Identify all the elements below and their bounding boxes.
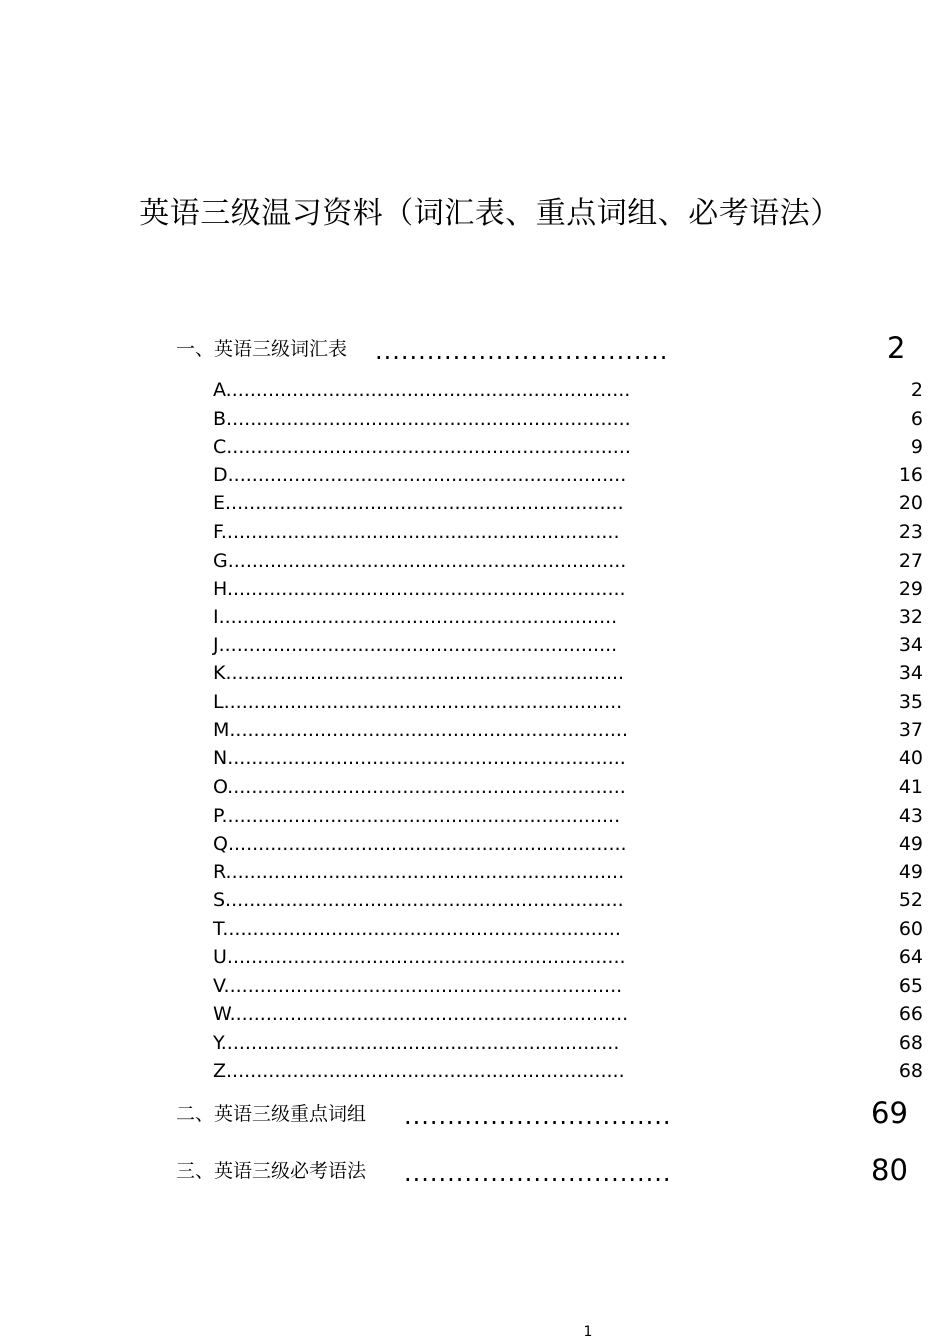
toc-entry-label: Z.................................................................. — [213, 1060, 625, 1082]
toc-entry-label: W.................................................................. — [213, 1003, 629, 1025]
toc-entry-page: 60 — [898, 918, 923, 940]
toc-entry-label: A................................................................... — [213, 379, 631, 401]
toc-section-label: 三、英语三级必考语法 — [176, 1160, 367, 1182]
toc-entry-page: 37 — [898, 719, 923, 741]
toc-entry-label: H.................................................................. — [213, 578, 626, 600]
toc-entry-label: Q.................................................................. — [213, 833, 627, 855]
toc-entry-page: 27 — [898, 550, 923, 572]
toc-entry-label: V.................................................................. — [213, 975, 623, 997]
toc-entry-label: K.................................................................. — [213, 662, 625, 684]
toc-entry-label: M.................................................................. — [213, 719, 629, 741]
document-title: 英语三级温习资料（词汇表、重点词组、必考语法） — [139, 196, 841, 231]
toc-entry-label: F.................................................................. — [213, 521, 620, 543]
toc-entry-label: U.................................................................. — [213, 946, 626, 968]
toc-section-page: 69 — [871, 1096, 908, 1130]
toc-entry-label: T.................................................................. — [213, 918, 621, 940]
page-number: 1 — [583, 1324, 593, 1340]
toc-entry-label: P.................................................................. — [213, 805, 621, 827]
toc-entry-page: 23 — [898, 521, 923, 543]
toc-entry-page: 49 — [898, 833, 923, 855]
toc-entry-page: 52 — [898, 889, 923, 911]
toc-entry-page: 64 — [898, 946, 923, 968]
toc-entry-page: 43 — [898, 805, 923, 827]
toc-leader-dots: .................................. — [375, 337, 669, 365]
toc-section-page: 80 — [871, 1153, 908, 1187]
toc-entry-page: 6 — [910, 408, 923, 430]
toc-entry-page: 41 — [898, 776, 923, 798]
toc-entry-page: 35 — [898, 691, 923, 713]
toc-entry-page: 16 — [898, 464, 923, 486]
toc-entry-page: 49 — [898, 861, 923, 883]
toc-entry-page: 66 — [898, 1003, 923, 1025]
toc-entry-page: 68 — [898, 1032, 923, 1054]
toc-section-label: 二、英语三级重点词组 — [176, 1103, 367, 1125]
toc-leader-dots: ............................... — [404, 1159, 672, 1187]
toc-section-page: 2 — [887, 331, 906, 365]
toc-entry-label: J.................................................................. — [213, 634, 618, 656]
toc-entry-label: D.................................................................. — [213, 464, 627, 486]
toc-entry-label: R.................................................................. — [213, 861, 625, 883]
toc-section-label: 一、英语三级词汇表 — [176, 338, 348, 360]
toc-entry-label: G.................................................................. — [213, 550, 627, 572]
toc-entry-label: Y.................................................................. — [213, 1032, 620, 1054]
toc-leader-dots: ............................... — [404, 1102, 672, 1130]
toc-entry-page: 2 — [910, 379, 923, 401]
toc-entry-page: 32 — [898, 606, 923, 628]
toc-entry-page: 29 — [898, 578, 923, 600]
toc-entry-page: 65 — [898, 975, 923, 997]
toc-entry-label: O.................................................................. — [213, 776, 626, 798]
toc-entry-page: 9 — [910, 436, 923, 458]
toc-entry-label: L.................................................................. — [213, 691, 623, 713]
toc-entry-label: B................................................................... — [213, 408, 631, 430]
toc-entry-page: 20 — [898, 492, 923, 514]
toc-entry-label: N.................................................................. — [213, 747, 626, 769]
toc-entry-label: I.................................................................. — [213, 606, 618, 628]
toc-entry-page: 40 — [898, 747, 923, 769]
toc-entry-page: 34 — [898, 662, 923, 684]
toc-entry-label: S.................................................................. — [213, 889, 624, 911]
toc-entry-label: C................................................................... — [213, 436, 631, 458]
toc-entry-page: 68 — [898, 1060, 923, 1082]
toc-entry-page: 34 — [898, 634, 923, 656]
toc-entry-label: E.................................................................. — [213, 492, 624, 514]
